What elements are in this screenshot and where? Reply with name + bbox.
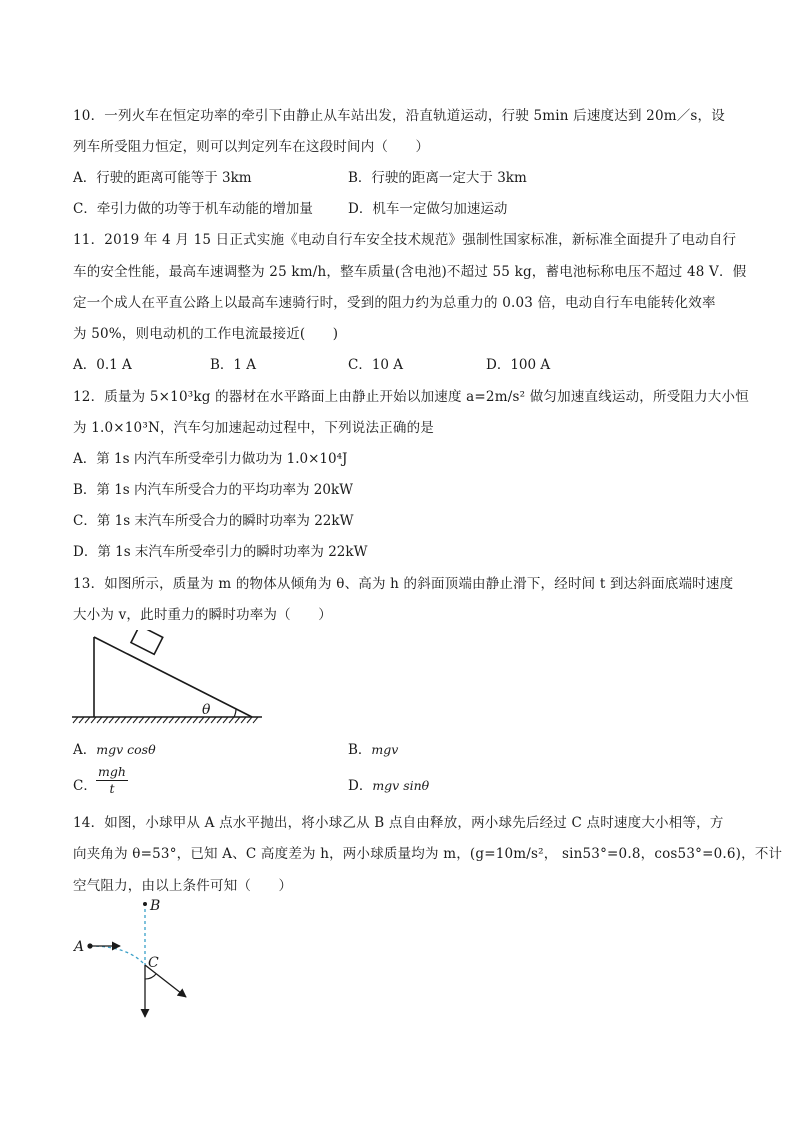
q13-option-c-label: C． (73, 778, 97, 794)
angle-arc (234, 709, 236, 717)
q13-option-c-fraction (96, 764, 128, 797)
q13-option-a-expr: mgv cosθ (96, 742, 156, 757)
fraction-denominator: t (109, 781, 115, 796)
q11-line-2: 车的安全性能，最高车速调整为 25 km/h，整车质量(含电池)不超过 55 kg，蓄电池标称电压不超过 48 V．假 (73, 264, 747, 280)
q11-line-1: 11．2019 年 4 月 15 日正式实施《电动自行车安全技术规范》强制性国家标准，新标准全面提升了电动自行 (73, 232, 737, 248)
q12-option-b: B．第 1s 内汽车所受合力的平均功率为 20kW (73, 482, 354, 498)
q10-option-a: A．行驶的距离可能等于 3km (73, 170, 252, 186)
q11-option-b: B．1 A (210, 357, 257, 373)
q12-option-d: D．第 1s 末汽车所受牵引力的瞬时功率为 22kW (73, 544, 368, 560)
angle-arc-c (145, 974, 156, 979)
q13-option-b-label: B． (348, 742, 372, 758)
q13-line-1: 13．如图所示，质量为 m 的物体从倾角为 θ、高为 h 的斜面顶端由静止滑下，经时间 t 到达斜面底端时速度 (73, 576, 734, 592)
q10-option-c: C．牵引力做的功等于机车动能的增加量 (73, 201, 313, 217)
q12-line-1: 12．质量为 5×10³kg 的器材在水平路面上由静止开始以加速度 a=2m/s² 做匀加速直线运动，所受阻力大小恒 (73, 389, 749, 405)
q14-line-2: 向夹角为 θ=53°，已知 A、C 高度差为 h，两小球质量均为 m，(g=10m/s²， sin53°=0.8，cos53°=0.6)，不计 (73, 846, 783, 862)
q13-option-b (348, 738, 398, 758)
q13-option-d (348, 774, 429, 794)
q10-option-d: D．机车一定做匀加速运动 (348, 201, 508, 217)
q13-option-d-label: D． (348, 778, 373, 794)
q12-option-a: A．第 1s 内汽车所受牵引力做功为 1.0×10⁴J (73, 451, 348, 467)
q13-line-2: 大小为 v，此时重力的瞬时功率为（ ） (73, 607, 332, 623)
q10-line-2: 列车所受阻力恒定，则可以判定列车在这段时间内（ ） (73, 139, 430, 155)
q13-option-a (73, 738, 156, 758)
ground-hatching (73, 717, 258, 723)
q13-option-d-expr: mgv sinθ (372, 778, 430, 793)
sliding-block (131, 630, 163, 654)
q13-option-a-label: A． (73, 742, 97, 758)
q12-option-c: C．第 1s 末汽车所受合力的瞬时功率为 22kW (73, 513, 354, 529)
projectile-figure (68, 895, 208, 1025)
q12-line-2: 为 1.0×10³N，汽车匀加速起动过程中，下列说法正确的是 (73, 420, 434, 436)
angle-label-theta: θ (202, 702, 211, 718)
incline-figure (70, 630, 270, 725)
q11-line-3: 定一个成人在平直公路上以最高车速骑行时，受到的阻力约为总重力的 0.03 倍，电动自行车电能转化效率 (73, 295, 716, 311)
q11-option-a: A．0.1 A (73, 357, 132, 373)
q11-option-d: D．100 A (486, 357, 551, 373)
q13-option-b-expr: mgv (371, 742, 399, 757)
q11-line-4: 为 50%，则电动机的工作电流最接近( ) (73, 326, 339, 342)
label-c: C (148, 955, 159, 971)
q14-line-1: 14．如图，小球甲从 A 点水平抛出，将小球乙从 B 点自由释放，两小球先后经过 C 点时速度大小相等，方 (73, 815, 724, 831)
label-a: A (74, 939, 85, 955)
q11-option-c: C．10 A (348, 357, 404, 373)
label-b: B (150, 898, 161, 914)
q10-option-b: B．行驶的距离一定大于 3km (348, 170, 527, 186)
incline-slope (94, 637, 252, 717)
q14-line-3: 空气阻力，由以上条件可知（ ） (73, 878, 293, 894)
fraction-numerator: mgh (98, 764, 126, 779)
point-b-dot (143, 902, 147, 906)
q10-line-1: 10．一列火车在恒定功率的牵引下由静止从车站出发，沿直轨道运动，行驶 5min 后速度达到 20m／s，设 (73, 108, 725, 124)
projectile-path (90, 946, 145, 965)
